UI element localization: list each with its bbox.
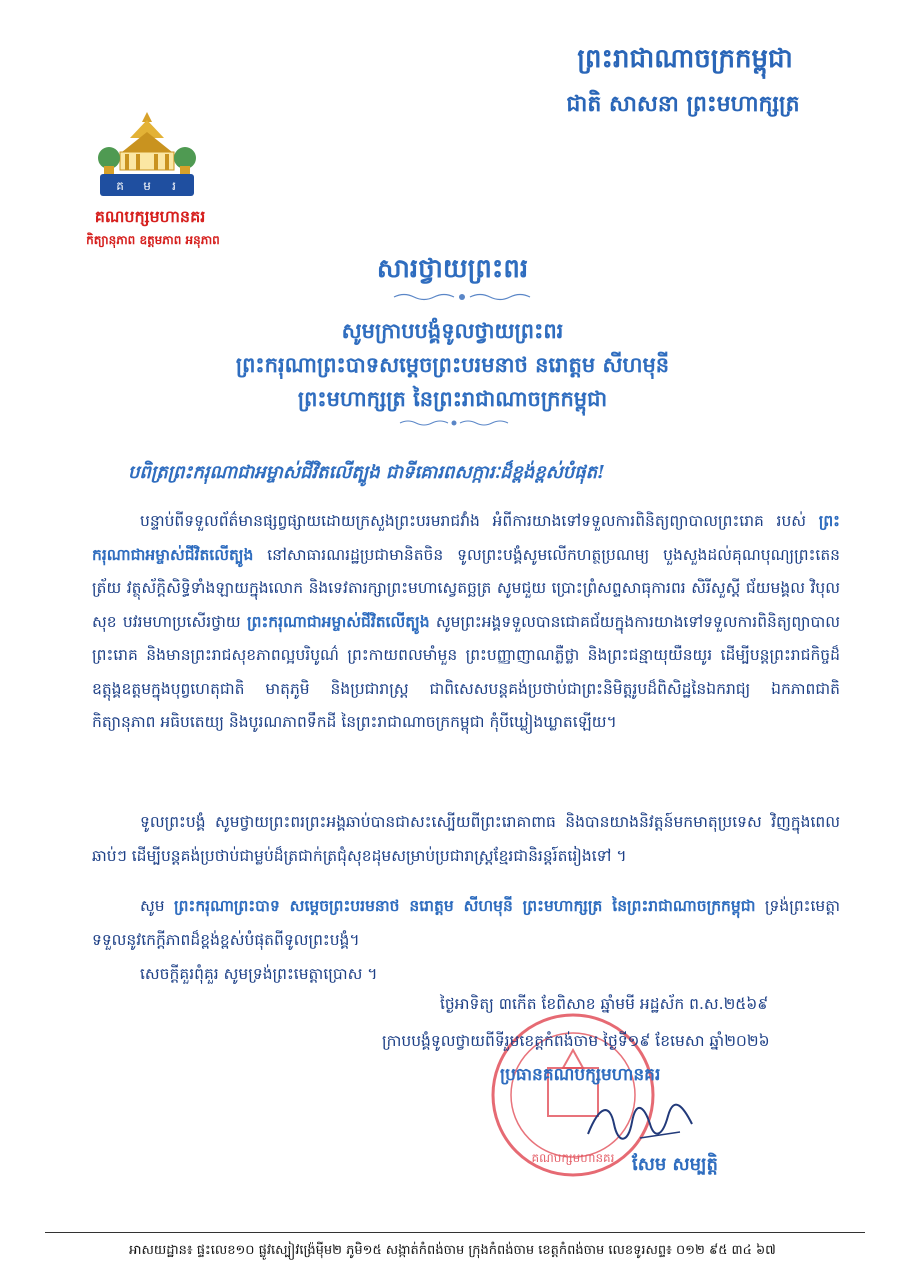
signer-name: សែម សម្បត្តិ	[632, 1154, 718, 1175]
signer-title: ប្រធានគណបក្សមហានគរ	[500, 1065, 661, 1085]
salutation-line-2: ព្រះករុណាព្រះបាទសម្តេចព្រះបរមនាថ នរោត្តម សីហមុនី	[235, 352, 670, 377]
p1-text-b: នៅសាធារណរដ្ឋប្រជាមានិតចិន ទូលព្រះបង្គំសូមលើកហត្ថប្រណម្យ បួងសួងដល់គុណបុណ្យព្រះតេនត្រ័យ វត្ថុស័ក្តិសិទ្ធិទាំងឡាយក្នុងលោក និងទេវតារក្សាព្រះមហាស្វេតច្ឆត្រ សូមជួយ ប្រោះព្រំសព្ទសាធុការពរ សិរីសួស្តី ជ័យមង្គល វិបុលសុខ បវរមហាប្រសើរថ្វាយ	[92, 545, 840, 631]
logo-letter-1: គ	[116, 179, 124, 193]
logo-letter-3: រ	[172, 179, 176, 193]
ornament-divider	[392, 292, 532, 302]
p3-emphasis: ព្រះករុណាព្រះបាទ សម្តេចព្រះបរមនាថ នរោត្តម សីហមុនី ព្រះមហាក្សត្រ នៃព្រះរាជាណាចក្រកម្ពុជា	[174, 897, 756, 915]
closing-line: សេចក្តីគួរពុំគួរ សូមទ្រង់ព្រះមេត្តាប្រោស ។	[140, 965, 378, 983]
party-name: គណបក្សមហានគរ	[94, 207, 206, 226]
logo-letter-2: ម	[143, 179, 151, 193]
party-motto: កិត្យានុភាព ឧត្តមភាព អនុភាព	[86, 233, 220, 247]
salutation-line-3: ព្រះមហាក្សត្រ នៃព្រះរាជាណាចក្រកម្ពុជា	[297, 386, 608, 411]
p3-text-b: ទ្រង់ព្រះមេត្តាទទួលនូវកេក្តីភាពដ៏ខ្ពង់ខ្ពស់បំផុតពីទូលព្រះបង្គំ។	[92, 897, 840, 949]
ornament-divider-small	[398, 418, 510, 428]
p1-emphasis-1: ព្រះករុណាជាអម្ចាស់ជីវិតលើត្បូង	[92, 512, 840, 564]
salutation-line-1: សូមក្រាបបង្គំទូលថ្វាយព្រះពរ	[341, 318, 564, 343]
handwritten-signature	[580, 1094, 700, 1154]
national-motto: ជាតិ សាសនា ព្រះមហាក្សត្រ	[566, 91, 800, 117]
party-logo	[92, 108, 202, 200]
footer-divider	[45, 1232, 865, 1233]
p1-emphasis-2: ព្រះករុណាជាអម្ចាស់ជីវិតលើត្បូង	[246, 612, 430, 631]
p1-text-a: បន្ទាប់ពីទទួលព័ត៌មានផ្សព្វផ្សាយដោយក្រសួងព្រះបរមរាជវាំង អំពីការយាងទៅទទួលការពិនិត្យព្យាបាលព្រះរោគ របស់	[140, 512, 819, 530]
footer-address: អាសយដ្ឋាន៖ ផ្ទះលេខ១០ ផ្លូវស្បៀវង្រ៉េម៉ីម២ ភូមិ១៥ សង្កាត់កំពង់ចាម ក្រុងកំពង់ចាម ខេត្តកំពង់ចាម លេខទូរសព្ទ៖ ០១២ ៩៥ ៣៤ ៦៧	[129, 1243, 776, 1258]
paragraph-2: ទូលព្រះបង្គំ សូមថ្វាយព្រះពរព្រះអង្គឆាប់បានជាសះស្បើយពីព្រះរោគាពាធ និងបានយាងនិវត្តន៍មកមាតុប្រទេស វិញក្នុងពេលឆាប់ៗ ដើម្បីបន្តគង់ប្រថាប់ជាម្លប់ដ៏ត្រជាក់ត្រជុំសុខដុមសម្រាប់ប្រជារាស្ត្រខ្មែរជានិរន្តរ៍តរៀងទៅ ។	[92, 813, 840, 865]
paragraph-1	[92, 505, 840, 740]
paragraph-3	[92, 890, 840, 957]
stamp-text: គណបក្សមហានគរ	[531, 1151, 615, 1165]
kingdom-heading: ព្រះរាជាណាចក្រកម្ពុជា	[577, 44, 793, 74]
p1-text-c: សូមព្រះអង្គទទួលបានជោគជ័យក្នុងការយាងទៅទទួលការពិនិត្យព្យាបាលព្រះរោគ និងមានព្រះរាជសុខភាពល្អបរិបូណ៌ ព្រះកាយពលមាំមួន ព្រះបញ្ញាញាណភ្លឺថ្លា និងព្រះជន្មាយុយឺនយូរ ដើម្បីបន្តព្រះរាជកិច្ចដ៏ឧត្តុង្គឧត្តមក្នុងបុព្វហេតុជាតិ មាតុភូមិ និងប្រជារាស្ត្រ ជាពិសេសបន្តគង់ប្រថាប់ជាព្រះនិមិត្តរូបដ៏ពិសិដ្ឋនៃឯករាជ្យ ឯកភាពជាតិ កិត្យានុភាព អធិបតេយ្យ និងបូរណភាពទឹកដី នៃព្រះរាជាណាចក្រកម្ពុជា កុំបីឃ្លៀងឃ្លាតឡើយ។	[92, 612, 841, 731]
place-and-date: ក្រាបបង្គំទូលថ្វាយពីទីរួមខេត្តកំពង់ចាម ថ្ងៃទី១៩ ខែមេសា ឆ្នាំ២០២៦	[382, 1032, 770, 1050]
greeting-line: បពិត្រព្រះករុណាជាអម្ចាស់ជីវិតលើត្បូង ជាទីគោរពសក្ការៈដ៏ខ្ពង់ខ្ពស់បំផុត!	[128, 462, 605, 483]
lunar-date: ថ្ងៃអាទិត្យ ៣កើត ខែពិសាខ ឆ្នាំមមី អដ្ឋស័ក ព.ស.២៥៦៩	[440, 995, 769, 1013]
p3-text-a: សូម	[140, 897, 175, 915]
document-title: សារថ្វាយព្រះពរ	[376, 254, 529, 284]
